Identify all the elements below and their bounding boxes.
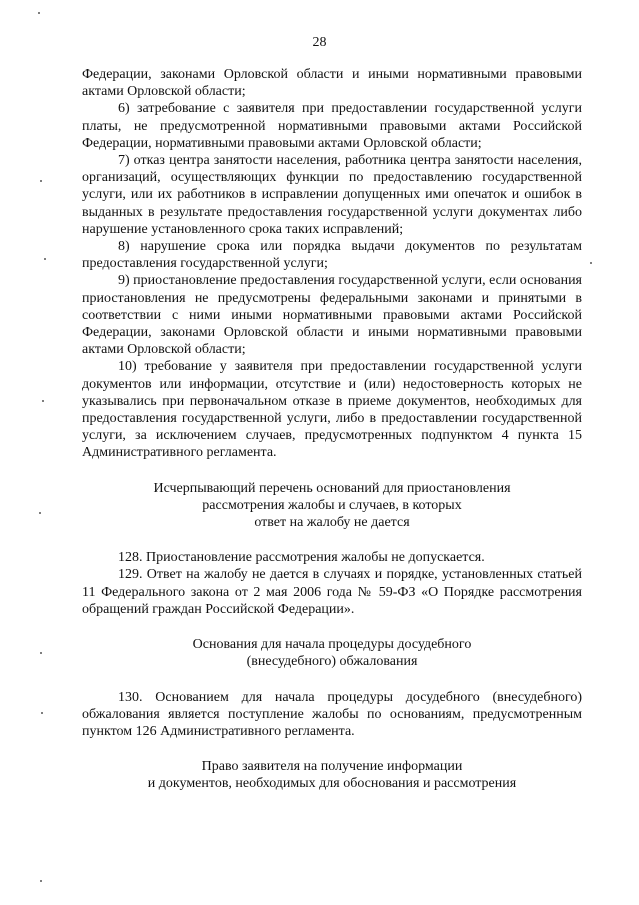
scan-speck — [40, 180, 42, 182]
heading-line: (внесудебного) обжалования — [246, 654, 418, 670]
paragraph-item-6: 6) затребование с заявителя при предоставлении государственной услуги платы, не предусмотренной нормативными правовыми актами Российской Федерации, нормативными правовыми актами Орловской области; — [82, 101, 582, 151]
paragraph: Федерации, законами Орловской области и иными нормативными правовыми актами Орловской области; — [82, 67, 582, 100]
scan-speck — [38, 12, 40, 14]
paragraph-item-8: 8) нарушение срока или порядка выдачи документов по результатам предоставления государственной услуги; — [82, 239, 582, 272]
section-heading-suspension — [82, 480, 582, 532]
scan-speck — [40, 652, 42, 654]
paragraph-129: 129. Ответ на жалобу не дается в случаях и порядке, установленных статьей 11 Федерального закона от 2 мая 2006 года № 59-ФЗ «О Порядке рассмотрения обращений граждан Российской Федерации». — [82, 567, 582, 617]
heading-line: рассмотрения жалобы и случаев, в которых — [202, 497, 462, 513]
document-body — [82, 66, 582, 793]
heading-line: Основания для начала процедуры досудебного — [192, 637, 472, 653]
paragraph-130: 130. Основанием для начала процедуры досудебного (внесудебного) обжалования является поступление жалобы по основаниям, предусмотренным пунктом 126 Административного регламента. — [82, 689, 582, 739]
scan-speck — [590, 262, 592, 264]
paragraph-128: 128. Приостановление рассмотрения жалобы не допускается. — [118, 550, 485, 566]
scan-speck — [40, 880, 42, 882]
paragraph-item-9: 9) приостановление предоставления государственной услуги, если основания приостановления не предусмотрены федеральными законами и принятыми в соответствии с ними иными нормативными правовыми актами Российской Федерации, законами Орловской области и иными нормативными правовыми актами Орловской области; — [82, 273, 582, 358]
paragraph-item-7: 7) отказ центра занятости населения, работника центра занятости населения, организаций, осуществляющих функции по предоставлению государственной услуги, или их работников в исправлении допущенных ими опечаток и ошибок в выданных в результате предоставления государственной услуги документах либо нарушение установленного срока таких исправлений; — [82, 153, 582, 237]
page-number: 28 — [312, 35, 327, 50]
heading-line: ответ на жалобу не дается — [254, 515, 410, 531]
scan-speck — [41, 712, 43, 714]
scan-speck — [39, 512, 41, 514]
heading-line: Право заявителя на получение информации — [201, 759, 463, 775]
section-heading-grounds — [82, 636, 582, 670]
paragraph-item-10: 10) требование у заявителя при предоставлении государственной услуги документов или информации, отсутствие и (или) недостоверность которых не указывались при первоначальном отказе в приеме документов, необходимых для предоставления государственной услуги, либо в предоставлении государственной услуги, за исключением случаев, предусмотренных подпунктом 4 пункта 15 Административного регламента. — [82, 359, 582, 461]
scan-speck — [44, 258, 46, 260]
section-heading-right-to-information — [82, 758, 582, 792]
scan-speck — [42, 400, 44, 402]
heading-line: и документов, необходимых для обоснования и рассмотрения — [147, 776, 517, 792]
heading-line: Исчерпывающий перечень оснований для приостановления — [153, 480, 511, 496]
